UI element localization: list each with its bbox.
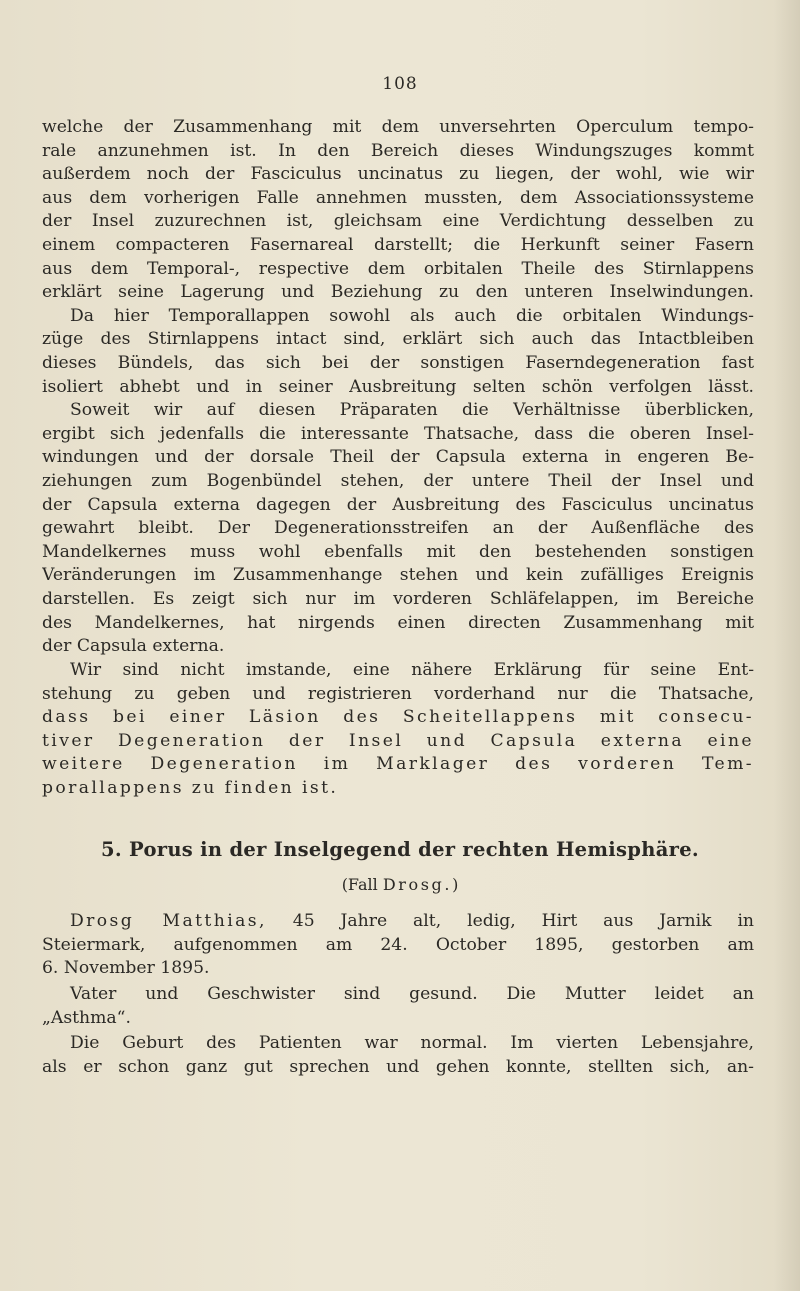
text-line: 6. November 1895.	[42, 958, 210, 979]
paragraph-1	[42, 116, 754, 305]
text-line: Da hier Temporallappen sowohl als auch die orbitalen Windungs-	[70, 305, 754, 326]
subheading-suffix: )	[452, 875, 459, 894]
text-line	[42, 910, 754, 934]
patient-name: Drosg Matthias,	[70, 911, 267, 931]
text-line: als er schon ganz gut sprechen und gehen konnte, stellten sich, an-	[42, 1056, 754, 1077]
page-edge-shadow	[774, 0, 800, 1291]
text-line: gewahrt bleibt. Der Degenerationsstreifen an der Außenfläche des	[42, 518, 754, 539]
emphasized-text-line: dass bei einer Läsion des Scheitellappens mit consecu-	[42, 707, 754, 728]
text-line: einem compacteren Fasernareal darstellt; die Herkunft seiner Fasern	[42, 234, 754, 255]
emphasized-text-line: porallappens zu finden ist.	[42, 777, 339, 798]
subheading-prefix: (Fall	[341, 875, 378, 894]
text-line: Steiermark, aufgenommen am 24. October 1895, gestorben am	[42, 934, 754, 955]
paragraph-2	[42, 305, 754, 399]
text-line: Wir sind nicht imstande, eine nähere Erklärung für seine Ent-	[70, 660, 754, 680]
text-line: des Mandelkernes, hat nirgends einen directen Zusammenhang mit	[42, 612, 754, 633]
text-line: der Capsula externa.	[42, 636, 225, 657]
text-line: Soweit wir auf diesen Präparaten die Verhältnisse überblicken,	[70, 400, 754, 421]
page-number: 108	[382, 74, 418, 94]
text-line: züge des Stirnlappens intact sind, erklärt sich auch das Intactbleiben	[42, 329, 754, 350]
text-line: Mandelkernes muss wohl ebenfalls mit den bestehenden sonstigen	[42, 541, 754, 562]
text-line: rale anzunehmen ist. In den Bereich dieses Windungszuges kommt	[42, 140, 754, 161]
emphasized-text-line: weitere Degeneration im Marklager des vorderen Tem-	[42, 754, 754, 775]
text-line: dieses Bündels, das sich bei der sonstigen Faserndegeneration fast	[42, 352, 754, 373]
text-line: Die Geburt des Patienten war normal. Im vierten Lebensjahre,	[70, 1033, 754, 1053]
text-line: stehung zu geben und registrieren vorderhand nur die Thatsache,	[42, 683, 754, 704]
paragraph-3	[42, 399, 754, 659]
text-line: aus dem Temporal-, respective dem orbitalen Theile des Stirnlappens	[42, 258, 754, 279]
paragraph-7	[42, 1032, 754, 1079]
text-line: „Asthma“.	[42, 1007, 131, 1028]
patient-details: 45 Jahre alt, ledig, Hirt aus Jarnik in	[292, 911, 754, 931]
subheading-name: Drosg.	[382, 875, 453, 894]
paragraph-6	[42, 983, 754, 1030]
text-line: ergibt sich jedenfalls die interessante Thatsache, dass die oberen Insel-	[42, 423, 754, 444]
text-line: aus dem vorherigen Falle annehmen mussten, dem Associationssysteme	[42, 187, 754, 208]
text-line: außerdem noch der Fasciculus uncinatus zu liegen, der wohl, wie wir	[42, 164, 754, 185]
paragraph-5	[42, 910, 754, 981]
text-line: der Insel zuzurechnen ist, gleichsam eine Verdichtung desselben zu	[42, 211, 754, 232]
text-line: der Capsula externa dagegen der Ausbreitung des Fasciculus uncinatus	[42, 494, 754, 515]
text-line: windungen und der dorsale Theil der Capsula externa in engeren Be-	[42, 447, 754, 468]
section-subheading	[0, 875, 800, 894]
section-heading: 5. Porus in der Inselgegend der rechten Hemisphäre.	[100, 838, 700, 861]
emphasized-text-line: tiver Degeneration der Insel und Capsula externa eine	[42, 730, 754, 751]
text-line: Veränderungen im Zusammenhange stehen und kein zufälliges Ereignis	[42, 565, 754, 586]
text-line: ziehungen zum Bogenbündel stehen, der untere Theil der Insel und	[42, 470, 754, 491]
text-line: darstellen. Es zeigt sich nur im vorderen Schläfelappen, im Bereiche	[42, 588, 754, 609]
text-line: erklärt seine Lagerung und Beziehung zu den unteren Inselwindungen.	[42, 282, 754, 303]
text-line: isoliert abhebt und in seiner Ausbreitung selten schön verfolgen lässt.	[42, 376, 754, 397]
text-line: welche der Zusammenhang mit dem unversehrten Operculum tempo-	[42, 117, 754, 137]
text-line: Vater und Geschwister sind gesund. Die Mutter leidet an	[70, 984, 754, 1004]
paragraph-4	[42, 659, 754, 801]
